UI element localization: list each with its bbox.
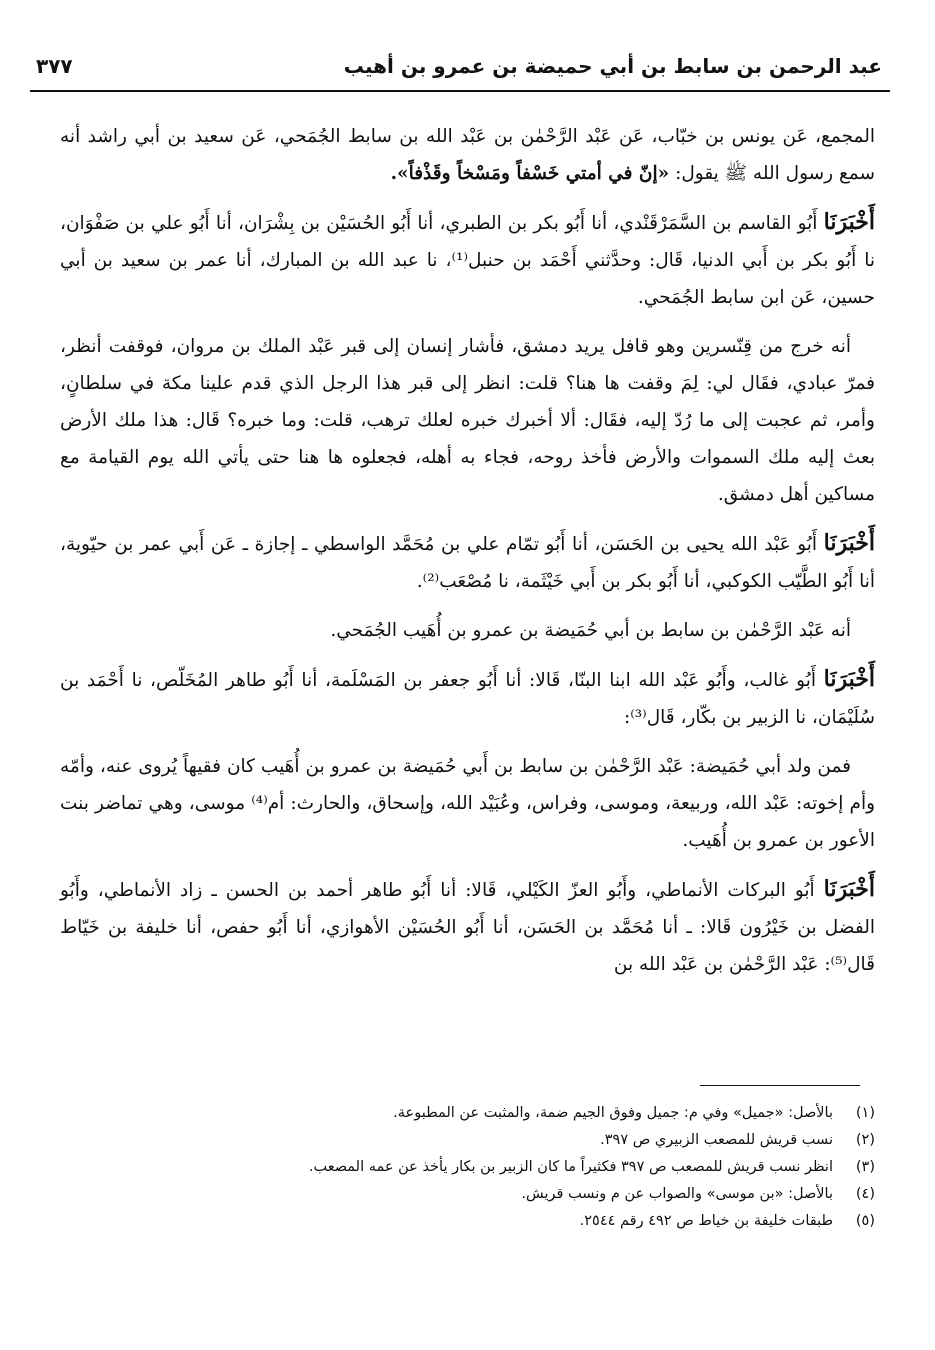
paragraph bbox=[60, 612, 875, 649]
paragraph bbox=[60, 748, 875, 859]
paragraph-lead-word: أَخْبَرَنَا bbox=[823, 666, 875, 692]
paragraph-text: أَبُو عَبْد الله يحيى بن الحَسَن، أنا أَبُو تمّام علي بن مُحَمَّد الواسطي ـ إجازة ـ عَن أَبي عمر بن حيّوية، أنا أَبُو الطَّيّب الكوكبي، أنا أَبُو بكر بن أَبي خَيْثَمة، نا مُصْعَب⁽²⁾. bbox=[60, 534, 875, 592]
footnote bbox=[60, 1154, 875, 1181]
footnote-text: نسب قريش للمصعب الزبيري ص ٣٩٧. bbox=[600, 1132, 833, 1148]
footnote bbox=[60, 1181, 875, 1208]
paragraph bbox=[60, 328, 875, 513]
footnote-text: طبقات خليفة بن خياط ص ٤٩٢ رقم ٢٥٤٤. bbox=[579, 1213, 833, 1229]
main-text bbox=[60, 118, 875, 995]
footnote bbox=[60, 1208, 875, 1235]
paragraph-text: أنه عَبْد الرَّحْمٰن بن سابط بن أبي حُمَيضة بن عمرو بن أُهَيب الجُمَحي. bbox=[330, 620, 851, 641]
page-number: ٣٧٧ bbox=[36, 54, 73, 78]
paragraph bbox=[60, 204, 875, 316]
footnote-text: انظر نسب قريش للمصعب ص ٣٩٧ فكثيراً ما كان الزبير بن بكار يأخذ عن عمه المصعب. bbox=[308, 1159, 833, 1175]
footnote-text: بالأصل: «جميل» وفي م: جميل وفوق الجيم ضمة، والمثبت عن المطبوعة. bbox=[393, 1105, 833, 1121]
footnote bbox=[60, 1100, 875, 1127]
paragraph-text: فمن ولد أبي حُمَيضة: عَبْد الرَّحْمٰن بن سابط بن أَبي حُمَيضة بن عمرو بن أُهَيب كان فقيهاً يُروى عنه، وأمّه وأم إخوته: عَبْد الله، وربيعة، وموسى، وفراس، وعُبَيْد الله، وإسحاق، والحارث: أم⁽⁴⁾ موسى، وهي تماضر بنت الأعور بن عمرو بن أُهَيب. bbox=[60, 756, 876, 851]
paragraph bbox=[60, 661, 875, 736]
paragraph-text: أَبُو البركات الأنماطي، وأَبُو العزّ الكَيْلي، قَالا: أنا أَبُو طاهر أحمد بن الحسن ـ زاد الأنماطي، وأَبُو الفضل بن خَيْرُون قَالا: ـ أنا مُحَمَّد بن الحَسَن، أنا أَبُو الحُسَيْن الأهوازي، أنا أَبُو حفص، أنا خليفة بن خَيّاط قَال⁽⁵⁾: عَبْد الرَّحْمٰن بن عَبْد الله بن bbox=[60, 880, 875, 975]
paragraph-lead-word: أَخْبَرَنَا bbox=[823, 209, 875, 235]
header-rule bbox=[30, 90, 890, 92]
running-title: عبد الرحمن بن سابط بن أبي حميضة بن عمرو بن أهيب bbox=[343, 54, 882, 78]
paragraph-text: أنه خرج من قِنّسرين وهو قافل يريد دمشق، فأشار إنسان إلى قبر عَبْد الملك بن مروان، فوقفت أنظر، فمرّ عبادي، فقَال لي: لِمَ وقفت ها هنا؟ قلت: انظر إلى قبر هذا الرجل الذي قدم علينا مكة في سلطانٍ، وأمر، ثم عجبت إلى ما رُدّ إليه، فقَال: ألا أخبرك خبره لعلك ترهب، قلت: وما خبره؟ قَال: هذا ملك الأرض بعث إليه ملك السموات والأرض فأخذ روحه، فجاء به أهله، فجعلوه ها هنا حتى يأتي الله يوم القيامة مع مساكين أهل دمشق. bbox=[60, 336, 875, 505]
footnote-number: (١) bbox=[855, 1105, 875, 1121]
paragraph bbox=[60, 525, 875, 600]
paragraph bbox=[60, 871, 875, 983]
footnote-text: بالأصل: «بن موسى» والصواب عن م ونسب قريش. bbox=[521, 1186, 833, 1202]
hadith-quote: «إنّ في أمتي خَسْفاً ومَسْخاً وقَذْفاً». bbox=[390, 163, 670, 184]
footnote-number: (٤) bbox=[855, 1186, 875, 1202]
footnote-number: (٢) bbox=[855, 1132, 875, 1148]
paragraph bbox=[60, 118, 875, 192]
footnote-separator bbox=[700, 1085, 860, 1086]
paragraph-text: أَبُو القاسم بن السَّمَرْقَنْدي، أنا أَبُو بكر بن الطبري، أنا أَبُو الحُسَيْن بن بِشْرَان، أنا أَبُو علي بن صَفْوَان، نا أَبُو بكر بن أَبي الدنيا، قَال: وحدَّثني أَحْمَد بن حنبل⁽¹⁾، نا عبد الله بن المبارك، أنا عمر بن سعيد بن أبي حسين، عَن ابن سابط الجُمَحي. bbox=[60, 213, 875, 308]
paragraph-lead-word: أَخْبَرَنَا bbox=[823, 530, 875, 556]
running-header bbox=[30, 52, 890, 92]
footnotes bbox=[60, 1100, 875, 1235]
paragraph-lead-word: أَخْبَرَنَا bbox=[823, 876, 875, 902]
footnote bbox=[60, 1127, 875, 1154]
paragraph-text: أَبُو غالب، وأَبُو عَبْد الله ابنا البنّا، قَالا: أنا أَبُو جعفر بن المَسْلَمة، أنا أَبُو طاهر المُخَلّص، نا أَحْمَد بن سُلَيْمَان، نا الزبير بن بكّار، قَال⁽³⁾: bbox=[60, 670, 875, 728]
footnote-number: (٥) bbox=[855, 1213, 875, 1229]
paragraph-text: المجمع، عَن يونس بن خبّاب، عَن عَبْد الرَّحْمٰن بن عَبْد الله بن سابط الجُمَحي، عَن سعيد بن أبي راشد أنه سمع رسول الله ﷺ يقول: bbox=[60, 126, 875, 184]
footnote-number: (٣) bbox=[855, 1159, 875, 1175]
